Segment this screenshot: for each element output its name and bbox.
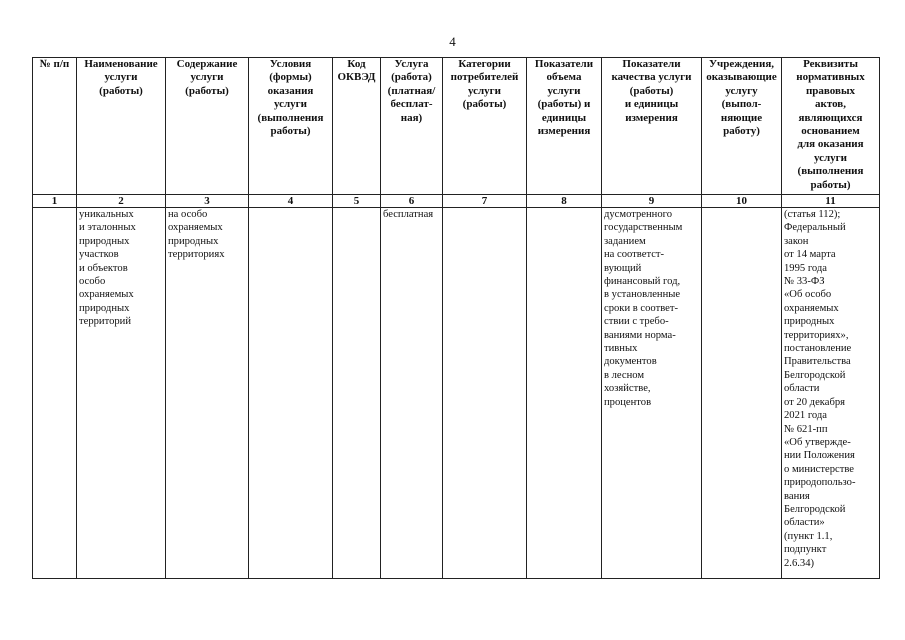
page-number: 4 [449, 34, 456, 49]
cell-line: о министерстве [784, 463, 854, 475]
body-cell [443, 208, 527, 579]
header-line: работы) [270, 125, 311, 138]
body-cell [249, 208, 333, 579]
column-number: 5 [333, 195, 381, 208]
cell-line: охраняемых [784, 302, 839, 314]
cell-line: территориях [168, 249, 225, 261]
header-line: (работы) [185, 84, 229, 97]
cell-line: охраняемых [168, 222, 223, 234]
cell-line: Федеральный [784, 222, 846, 234]
cell-line: 1995 года [784, 262, 828, 274]
header-line: потребителей [450, 71, 519, 84]
cell-line: территорий [79, 316, 132, 328]
header-line: Наименование [84, 58, 158, 70]
cell-line: уникальных [79, 209, 134, 220]
cell-line: вующий [604, 262, 642, 274]
header-line: № п/п [39, 58, 70, 70]
body-cell [782, 208, 880, 579]
header-line: (работы) [629, 84, 674, 97]
cell-line: природных [784, 316, 835, 328]
header-line: являющихся [798, 111, 863, 124]
cell-line: «Об особо [784, 289, 832, 301]
header-cell [443, 58, 527, 195]
cell-line: № 33-ФЗ [784, 276, 825, 288]
cell-line: природных [168, 235, 219, 247]
header-line: Показатели [622, 58, 681, 70]
cell-line: на особо [168, 209, 208, 220]
column-number-row [33, 195, 880, 208]
header-cell [333, 58, 381, 195]
header-line: услуги [813, 151, 848, 164]
header-line: (работы) [462, 98, 507, 111]
header-line: услуги [467, 84, 502, 97]
cell-line: сроки в соответ- [604, 302, 678, 314]
header-line: правовых [805, 84, 856, 97]
header-line: Показатели [534, 58, 594, 70]
body-cell [702, 208, 782, 579]
header-line: и единицы [624, 98, 679, 111]
header-cell [702, 58, 782, 195]
cell-line: ваниями норма- [604, 329, 676, 341]
header-line: бесплат- [390, 98, 433, 111]
cell-line: нии Положения [784, 450, 855, 462]
cell-line: охраняемых [79, 289, 134, 301]
cell-line: и эталонных [79, 222, 136, 234]
cell-line: заданием [604, 235, 646, 247]
cell-line: тивных [604, 343, 638, 355]
header-line: нормативных [796, 71, 865, 84]
header-line: Код [347, 58, 366, 70]
header-line: измерения [537, 125, 591, 138]
header-line: ная) [400, 111, 423, 124]
body-cell [166, 208, 249, 579]
header-line: для оказания [797, 138, 864, 151]
cell-line: Белгородской [784, 503, 846, 515]
cell-line: хозяйстве, [604, 383, 651, 395]
header-line: работу) [723, 125, 760, 138]
cell-line: Белгородской [784, 369, 846, 381]
header-row [33, 58, 880, 195]
cell-line: подпункт [784, 544, 827, 556]
cell-line: ствии с требо- [604, 316, 669, 328]
cell-line: природных [79, 302, 130, 314]
column-number: 9 [602, 195, 702, 208]
cell-line: 2021 года [784, 410, 828, 422]
cell-line: дусмотренного [604, 209, 673, 220]
body-cell [381, 208, 443, 579]
header-line: единицы [541, 111, 587, 124]
header-line: (работы) и [537, 98, 591, 111]
header-line: (выполнения [257, 111, 324, 124]
cell-line: природопользо- [784, 477, 856, 489]
cell-line: природных [79, 235, 130, 247]
header-line: услуги [104, 71, 138, 84]
header-line: оказывающие [706, 71, 777, 84]
header-line: основанием [801, 125, 860, 138]
header-line: Учреждения, [708, 58, 775, 70]
header-line: оказания [267, 84, 314, 97]
header-line: услуги [547, 84, 581, 97]
cell-line: Правительства [784, 356, 851, 368]
column-number: 1 [33, 195, 77, 208]
header-line: (платная/ [387, 84, 436, 97]
cell-line: на соответст- [604, 249, 665, 261]
header-cell [249, 58, 333, 195]
cell-line: вания [784, 490, 810, 502]
header-line: (выполнения [797, 165, 864, 178]
body-cell [527, 208, 602, 579]
header-line: (работы) [99, 84, 143, 97]
header-line: объема [546, 71, 582, 84]
services-table [32, 57, 880, 579]
header-line: ОКВЭД [337, 71, 376, 84]
column-number: 2 [77, 195, 166, 208]
column-number: 7 [443, 195, 527, 208]
header-line: (работа) [391, 71, 432, 84]
cell-line: территориях», [784, 329, 849, 341]
header-line: услуги [190, 71, 224, 84]
header-line: услуги [273, 98, 308, 111]
cell-line: от 14 марта [784, 249, 836, 261]
cell-line: особо [79, 276, 106, 288]
body-cell [333, 208, 381, 579]
cell-line: «Об утвержде- [784, 436, 851, 448]
column-number: 11 [782, 195, 880, 208]
header-cell [527, 58, 602, 195]
header-line: качества услуги [611, 71, 692, 84]
cell-line: закон [784, 235, 809, 247]
cell-line: документов [604, 356, 657, 368]
cell-line: от 20 декабря [784, 396, 846, 408]
header-cell [166, 58, 249, 195]
column-number: 6 [381, 195, 443, 208]
header-line: актов, [814, 98, 846, 111]
cell-line: процентов [604, 396, 652, 408]
column-number: 3 [166, 195, 249, 208]
header-cell [381, 58, 443, 195]
header-line: Реквизиты [803, 58, 858, 70]
cell-line: и объектов [79, 262, 128, 274]
header-line: услугу [725, 84, 758, 97]
header-line: (формы) [269, 71, 312, 84]
cell-line: 2.6.34) [784, 557, 815, 569]
header-cell [602, 58, 702, 195]
cell-line: участков [79, 249, 119, 261]
header-cell [77, 58, 166, 195]
cell-line: № 621-пп [784, 423, 828, 435]
body-cell [602, 208, 702, 579]
column-number: 10 [702, 195, 782, 208]
cell-line: (пункт 1.1, [784, 530, 833, 542]
header-line: Содержание [176, 58, 238, 70]
cell-line: финансовый год, [604, 276, 681, 288]
header-cell [33, 58, 77, 195]
header-line: Категории [458, 58, 511, 70]
header-line: работы) [810, 178, 851, 191]
cell-line: государственным [604, 222, 683, 234]
body-cell [77, 208, 166, 579]
header-line: измерения [625, 111, 678, 124]
header-line: Условия [269, 58, 312, 70]
column-number: 8 [527, 195, 602, 208]
cell-line: области» [784, 517, 825, 529]
cell-line: постановление [784, 343, 852, 355]
cell-line: области [784, 383, 820, 395]
header-cell [782, 58, 880, 195]
cell-line: в установленные [604, 289, 681, 301]
cell-line: (статья 112); [784, 209, 841, 220]
header-line: няющие [720, 111, 763, 124]
column-number: 4 [249, 195, 333, 208]
table-row [33, 208, 880, 579]
cell-line: бесплатная [383, 209, 434, 220]
body-cell [33, 208, 77, 579]
header-line: Услуга [394, 58, 429, 70]
cell-line: в лесном [604, 369, 645, 381]
header-line: (выпол- [721, 98, 762, 111]
